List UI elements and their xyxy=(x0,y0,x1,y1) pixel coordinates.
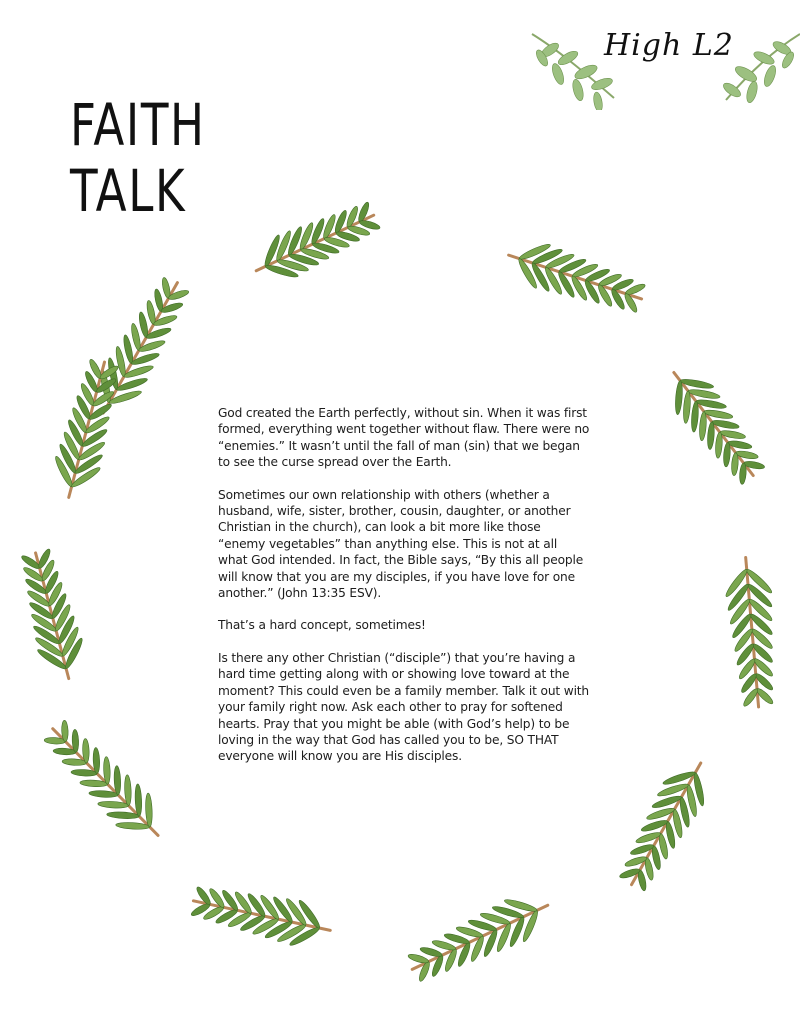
title-line-2: TALK xyxy=(70,157,187,225)
rosemary-sprig xyxy=(53,358,120,497)
level-badge: High L2 xyxy=(604,28,734,63)
rosemary-sprig xyxy=(509,242,647,314)
rosemary-sprig xyxy=(20,548,84,679)
faith-talk-body xyxy=(218,405,590,781)
body-paragraph: Is there any other Christian (“disciple”) that you’re having a hard time getting along with or showing love toward at the moment? This could even be a family member. Talk it out with your family right now. Ask each other to pray for softened hearts. Pray that you might be able (with God’s help) to be loving in the way that God has called you to be, SO THAT everyone will know you are His disciples. xyxy=(218,650,590,764)
rosemary-sprig xyxy=(724,557,775,707)
rosemary-sprig xyxy=(44,720,158,835)
body-paragraph: That’s a hard concept, sometimes! xyxy=(218,618,426,633)
body-paragraph: God created the Earth perfectly, without sin. When it was first formed, everything went together without flaw. There were no “enemies.” It wasn’t until the fall of man (sin) that we began to see the curse spread over the Earth. xyxy=(218,406,590,470)
body-paragraph: Sometimes our own relationship with others (whether a husband, wife, sister, brother, cousin, daughter, or another Christian in the church), can look a bit more like those “enemy vegetables” than anything else. This is not at all what God intended. In fact, the Bible says, “By this all people will know that you are my disciples, if you have love for one another.” (John 13:35 ESV). xyxy=(218,487,584,601)
rosemary-sprig xyxy=(407,898,548,983)
rosemary-sprig xyxy=(674,373,765,485)
rosemary-sprig xyxy=(190,885,330,947)
rosemary-sprig xyxy=(619,763,706,891)
title-line-1: FAITH xyxy=(70,91,206,159)
rosemary-sprig xyxy=(256,201,381,279)
